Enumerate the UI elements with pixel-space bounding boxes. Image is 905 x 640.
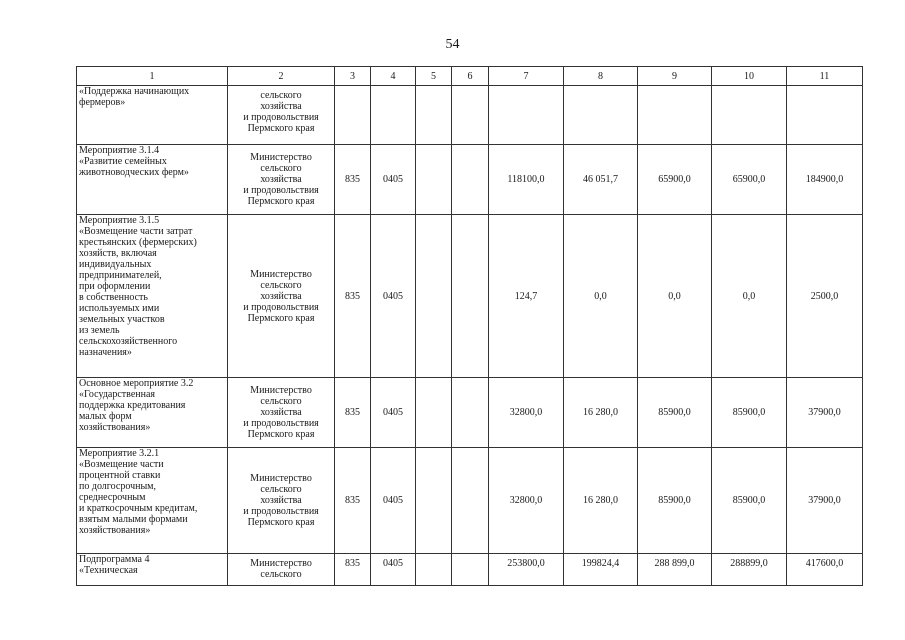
cell-9: 0,0 (638, 215, 712, 378)
cell-6 (452, 378, 489, 448)
cell-4: 0405 (371, 554, 416, 586)
column-number: 1 (77, 67, 228, 86)
cell-10: 0,0 (712, 215, 787, 378)
column-number: 3 (335, 67, 371, 86)
cell-11: 37900,0 (787, 448, 863, 554)
column-number: 2 (228, 67, 335, 86)
cell-10 (712, 86, 787, 145)
cell-5 (416, 145, 452, 215)
column-number: 11 (787, 67, 863, 86)
column-number: 8 (564, 67, 638, 86)
cell-5 (416, 554, 452, 586)
cell-4: 0405 (371, 215, 416, 378)
column-number: 9 (638, 67, 712, 86)
table-row (77, 554, 863, 586)
cell-5 (416, 86, 452, 145)
cell-6 (452, 86, 489, 145)
cell-3: 835 (335, 554, 371, 586)
column-number: 10 (712, 67, 787, 86)
executor-cell: Министерство сельского (228, 554, 335, 586)
executor-cell: сельского хозяйства и продовольствия Пермского края (228, 86, 335, 145)
activity-name-cell: «Поддержка начинающих фермеров» (77, 86, 228, 145)
cell-3: 835 (335, 145, 371, 215)
page-number: 54 (445, 37, 460, 52)
cell-8: 16 280,0 (564, 378, 638, 448)
executor-cell: Министерство сельского хозяйства и продовольствия Пермского края (228, 145, 335, 215)
cell-3: 835 (335, 378, 371, 448)
cell-11: 37900,0 (787, 378, 863, 448)
cell-10: 288899,0 (712, 554, 787, 586)
executor-cell: Министерство сельского хозяйства и продовольствия Пермского края (228, 215, 335, 378)
table-row (77, 215, 863, 378)
cell-7: 253800,0 (489, 554, 564, 586)
cell-5 (416, 215, 452, 378)
cell-7: 118100,0 (489, 145, 564, 215)
cell-8 (564, 86, 638, 145)
cell-10: 85900,0 (712, 448, 787, 554)
cell-7 (489, 86, 564, 145)
column-number: 7 (489, 67, 564, 86)
cell-9: 85900,0 (638, 448, 712, 554)
cell-5 (416, 448, 452, 554)
cell-6 (452, 448, 489, 554)
cell-7: 32800,0 (489, 378, 564, 448)
activity-name-cell: Мероприятие 3.1.5 «Возмещение части затрат крестьянских (фермерских) хозяйств, включая индивидуальных предпринимателей, при оформлении в собственность используемых ими земельных участков из земель сельскохозяйственного назначения» (77, 215, 228, 378)
cell-4 (371, 86, 416, 145)
column-number: 5 (416, 67, 452, 86)
cell-8: 0,0 (564, 215, 638, 378)
table-row (77, 448, 863, 554)
cell-5 (416, 378, 452, 448)
cell-4: 0405 (371, 145, 416, 215)
activity-name-cell: Подпрограмма 4 «Техническая (77, 554, 228, 586)
cell-9 (638, 86, 712, 145)
cell-10: 85900,0 (712, 378, 787, 448)
cell-7: 124,7 (489, 215, 564, 378)
activity-name-cell: Основное мероприятие 3.2 «Государственная поддержка кредитования малых форм хозяйствования» (77, 378, 228, 448)
column-number: 6 (452, 67, 489, 86)
cell-11: 417600,0 (787, 554, 863, 586)
cell-3 (335, 86, 371, 145)
cell-9: 288 899,0 (638, 554, 712, 586)
cell-11 (787, 86, 863, 145)
column-number: 4 (371, 67, 416, 86)
cell-7: 32800,0 (489, 448, 564, 554)
cell-6 (452, 554, 489, 586)
cell-4: 0405 (371, 378, 416, 448)
cell-3: 835 (335, 215, 371, 378)
table-row (77, 378, 863, 448)
cell-3: 835 (335, 448, 371, 554)
cell-11: 2500,0 (787, 215, 863, 378)
cell-8: 16 280,0 (564, 448, 638, 554)
cell-6 (452, 215, 489, 378)
activity-name-cell: Мероприятие 3.2.1 «Возмещение части процентной ставки по долгосрочным, среднесрочным и краткосрочным кредитам, взятым малыми формами хозяйствования» (77, 448, 228, 554)
cell-6 (452, 145, 489, 215)
cell-10: 65900,0 (712, 145, 787, 215)
activity-name-cell: Мероприятие 3.1.4 «Развитие семейных животноводческих ферм» (77, 145, 228, 215)
cell-8: 199824,4 (564, 554, 638, 586)
table-row (77, 86, 863, 145)
column-number-row (77, 67, 863, 86)
cell-4: 0405 (371, 448, 416, 554)
cell-8: 46 051,7 (564, 145, 638, 215)
cell-11: 184900,0 (787, 145, 863, 215)
executor-cell: Министерство сельского хозяйства и продовольствия Пермского края (228, 378, 335, 448)
budget-table (76, 66, 863, 586)
cell-9: 85900,0 (638, 378, 712, 448)
cell-9: 65900,0 (638, 145, 712, 215)
executor-cell: Министерство сельского хозяйства и продовольствия Пермского края (228, 448, 335, 554)
table-row (77, 145, 863, 215)
